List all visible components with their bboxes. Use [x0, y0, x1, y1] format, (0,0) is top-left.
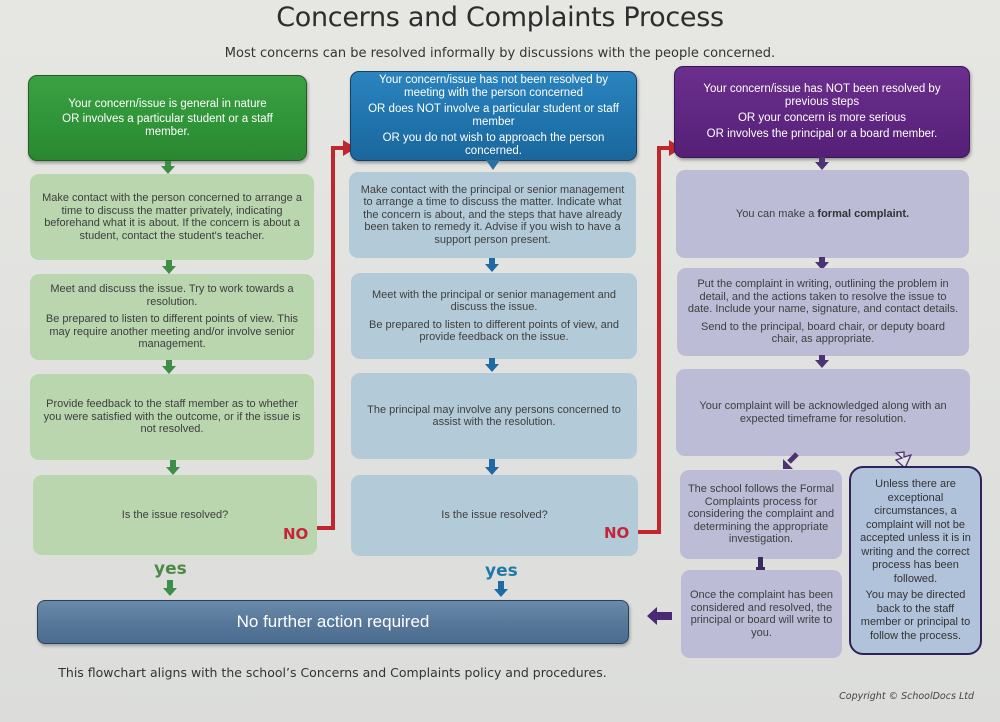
principal-step-3: [351, 373, 637, 459]
informal-step-3: [30, 374, 314, 460]
informal-question-box: [33, 475, 317, 555]
no-label: NO: [604, 524, 630, 542]
copyright: Copyright © SchoolDocs Ltd: [839, 691, 974, 702]
header-line: Your concern/issue is general in nature: [68, 97, 267, 110]
down-arrow-icon: [486, 160, 500, 171]
down-arrow-icon: [166, 460, 180, 475]
formal-header-box: [674, 66, 970, 158]
step-text: Make contact with the principal or senior management to arrange a time to discuss the matter. Indicate what the concern is about, and the steps that have already been taken to remedy it. Advise if you wish to have a support person present.: [360, 183, 625, 246]
note-text: Unless there are exceptional circumstances, a complaint will not be accepted unless it is in writing and the correct process has been followed.: [860, 478, 971, 585]
down-arrow-icon: [756, 557, 766, 571]
step-text: Put the complaint in writing, outlining the problem in detail, and the actions taken to resolve the issue to date. Include your name, signature, and contact details.: [687, 278, 959, 316]
step-text: Your complaint will be acknowledged along with an expected timeframe for resolution.: [699, 400, 947, 425]
question-text: Is the issue resolved?: [121, 508, 229, 521]
formal-outcome-box: [681, 570, 842, 658]
no-further-action-box: [37, 600, 629, 644]
step-text: [736, 208, 909, 221]
yes-label: yes: [485, 561, 518, 581]
down-arrow-icon: [162, 360, 176, 374]
down-arrow-icon: [485, 358, 499, 372]
down-arrow-icon: [162, 260, 176, 274]
step-text-prefix: You can make a: [735, 207, 818, 220]
header-line: Your concern/issue has NOT been resolved by previous steps: [703, 83, 941, 108]
formal-step-1: [676, 170, 969, 258]
formal-process-box: [680, 470, 842, 559]
principal-step-2: [351, 273, 637, 359]
down-arrow-icon: [494, 581, 508, 597]
header-line: OR your concern is more serious: [737, 112, 907, 124]
page-subtitle: Most concerns can be resolved informally by discussions with the people concerned.: [224, 46, 776, 61]
formal-note-box: [849, 466, 982, 655]
step-text: Meet and discuss the issue. Try to work towards a resolution.: [50, 283, 294, 308]
principal-question-box: [351, 475, 638, 556]
step-text: Be prepared to listen to different points of view, and provide feedback on the issue.: [369, 318, 619, 343]
diagonal-arrow-icon: [782, 452, 800, 470]
formal-complaint-emphasis: formal complaint.: [817, 207, 910, 220]
informal-step-1: [30, 174, 314, 260]
down-arrow-icon: [815, 157, 829, 170]
down-arrow-icon: [485, 459, 499, 475]
header-line: OR does NOT involve a particular student or staff member: [368, 103, 619, 128]
no-label: NO: [283, 525, 309, 543]
header-line: Your concern/issue has not been resolved by meeting with the person concerned: [378, 74, 609, 99]
step-text: The school follows the Formal Complaints process for considering the complaint and determining the appropriate investigation.: [687, 483, 835, 546]
step-text: The principal may involve any persons concerned to assist with the resolution.: [367, 403, 621, 428]
step-text: Make contact with the person concerned to arrange a time to discuss the matter privately, indicating beforehand what it is about. If the concern is about a student, contact the student's teacher.: [42, 192, 302, 242]
principal-step-1: [349, 172, 636, 258]
down-arrow-icon: [815, 355, 829, 368]
left-arrow-icon: [647, 607, 673, 625]
header-line: OR you do not wish to approach the person concerned.: [382, 132, 605, 157]
step-text: Be prepared to listen to different points of view. This may require another meeting and/or involve senior management.: [45, 313, 299, 351]
step-text: Meet with the principal or senior management and discuss the issue.: [372, 288, 616, 313]
down-arrow-icon: [485, 258, 499, 272]
step-text: Send to the principal, board chair, or deputy board chair, as appropriate.: [701, 320, 945, 346]
final-label: No further action required: [236, 612, 430, 631]
question-text: Is the issue resolved?: [441, 509, 548, 522]
informal-step-2: [30, 274, 314, 360]
page-title: Concerns and Complaints Process: [276, 2, 724, 33]
down-arrow-icon: [161, 161, 175, 174]
step-text: Once the complaint has been considered and resolved, the principal or board will write to you.: [689, 589, 834, 639]
step-text: Provide feedback to the staff member as to whether you were satisfied with the outcome, or if the issue is not resolved.: [43, 398, 301, 436]
yes-label: yes: [154, 559, 187, 579]
note-text: You may be directed back to the staff member or principal to follow the process.: [860, 589, 971, 642]
header-line: OR involves a particular student or a staff member.: [62, 112, 273, 138]
informal-header-box: [28, 75, 307, 161]
principal-header-box: [350, 71, 637, 161]
header-line: OR involves the principal or a board member.: [706, 128, 938, 140]
formal-step-2: [677, 268, 969, 356]
down-arrow-icon: [163, 580, 177, 596]
formal-step-3: [676, 369, 970, 456]
footer-note: This flowchart aligns with the school’s Concerns and Complaints policy and procedures.: [58, 665, 607, 680]
